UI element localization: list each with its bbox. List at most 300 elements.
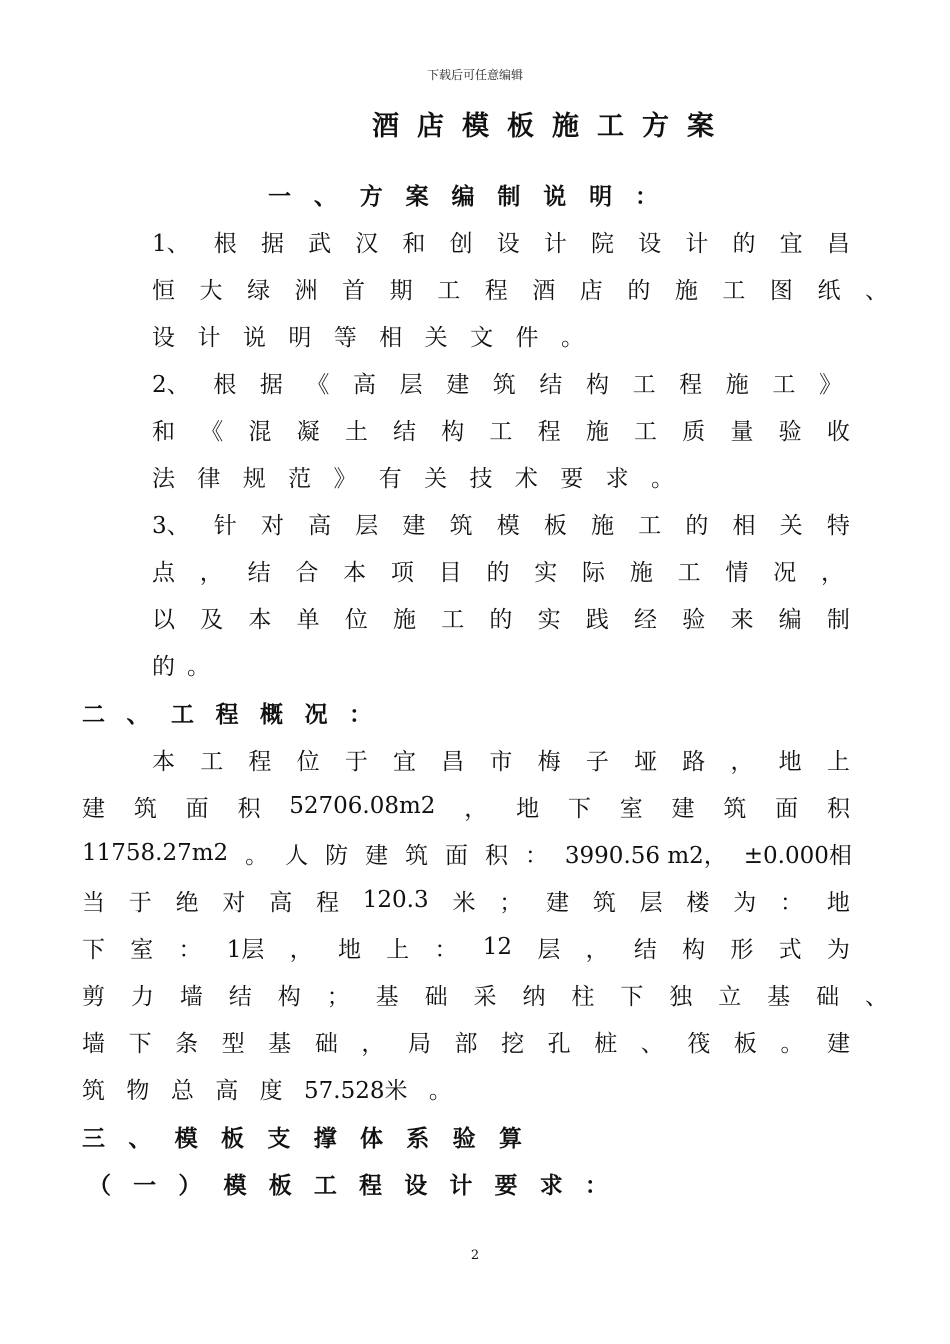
item-3-line-2: [152, 555, 844, 585]
text-token: 结: [539, 371, 563, 398]
text-token: 1层: [226, 936, 265, 963]
text-token: 积: [484, 842, 508, 869]
text-token: 楼: [686, 889, 710, 916]
text-token: 地: [516, 795, 540, 822]
text-token: 根: [213, 371, 237, 398]
text-token: 地: [778, 748, 802, 775]
text-token: 、: [126, 700, 150, 728]
text-token: 市: [489, 748, 513, 775]
text-token: 收: [826, 418, 850, 445]
text-token: 设: [496, 230, 520, 257]
text-token: 纳: [522, 983, 546, 1010]
text-token: 的: [732, 230, 756, 257]
text-token: 质: [682, 418, 706, 445]
text-token: ，: [199, 559, 223, 586]
text-token: 期: [389, 277, 413, 304]
overview-line-7: [82, 1026, 850, 1056]
text-token: 本: [343, 559, 367, 586]
text-token: 工: [632, 371, 656, 398]
text-token: 计: [449, 1171, 473, 1199]
text-token: ：: [178, 936, 202, 963]
text-token: 结: [247, 559, 271, 586]
text-token: 点: [152, 559, 175, 586]
text-token: 高: [353, 371, 377, 398]
text-token: 纸: [817, 277, 841, 304]
text-token: ，: [820, 559, 844, 586]
text-token: 基: [767, 983, 791, 1010]
text-token: 和: [152, 418, 175, 445]
text-token: ：: [434, 936, 458, 963]
text-token: 计: [197, 324, 221, 351]
text-token: ±0.000相: [743, 842, 852, 869]
text-token: 工: [489, 418, 513, 445]
text-token: 结: [393, 418, 417, 445]
text-token: 高: [269, 889, 293, 916]
text-token: 下: [620, 983, 644, 1010]
text-token: 路: [682, 748, 706, 775]
text-token: 工: [437, 277, 461, 304]
text-token: 积: [237, 795, 261, 822]
text-token: 挖: [501, 1030, 525, 1057]
text-token: 筑: [492, 371, 516, 398]
text-token: 首: [342, 277, 366, 304]
text-token: 有: [378, 465, 402, 492]
text-token: 施: [629, 559, 653, 586]
text-token: 文: [470, 324, 494, 351]
text-token: 施: [725, 371, 749, 398]
text-token: 案: [405, 182, 429, 210]
text-token: 一: [133, 1171, 157, 1199]
text-token: 及: [200, 606, 224, 633]
text-token: 层: [355, 512, 379, 539]
text-token: 》: [818, 371, 842, 398]
text-token: 的: [152, 653, 175, 680]
text-token: 法: [152, 465, 175, 492]
text-token: 建: [446, 371, 470, 398]
text-token: 设: [404, 1171, 428, 1199]
text-token: 酒: [532, 277, 556, 304]
text-token: 墙: [179, 983, 203, 1010]
text-token: 模: [223, 1171, 247, 1199]
text-token: 《: [200, 418, 224, 445]
text-token: 础: [314, 1030, 338, 1057]
text-token: 剪: [82, 983, 105, 1010]
overview-line-3: [82, 838, 852, 868]
text-token: ：: [349, 700, 372, 728]
overview-line-6: [82, 979, 888, 1009]
text-token: 、: [128, 1124, 152, 1152]
text-token: 建: [82, 795, 105, 822]
text-token: 度: [259, 1077, 283, 1104]
text-token: 洲: [294, 277, 318, 304]
text-token: 关: [424, 324, 448, 351]
text-token: 院: [591, 230, 615, 257]
text-token: 。: [560, 324, 584, 351]
text-token: 汉: [355, 230, 379, 257]
text-token: 一: [268, 182, 291, 210]
text-token: 57.528米: [304, 1077, 408, 1104]
text-token: 当: [82, 889, 105, 916]
text-token: 工: [171, 700, 194, 728]
text-token: 、: [865, 983, 888, 1010]
text-token: 物: [126, 1077, 150, 1104]
text-token: 高: [215, 1077, 239, 1104]
text-token: 模: [496, 512, 520, 539]
text-token: 垭: [634, 748, 658, 775]
text-token: ，: [289, 936, 313, 963]
text-token: 际: [582, 559, 606, 586]
text-token: 土: [344, 418, 368, 445]
header-note: 下载后可任意编辑: [426, 68, 523, 82]
text-token: 创: [449, 230, 473, 257]
text-token: 计: [685, 230, 709, 257]
text-token: 《: [306, 371, 330, 398]
text-token: 量: [730, 418, 754, 445]
text-token: 3、: [152, 512, 190, 539]
section-2-heading: [82, 697, 372, 727]
text-token: 范: [288, 465, 312, 492]
text-token: 二: [82, 700, 105, 728]
item-3-line-3: [152, 602, 850, 632]
text-token: 等: [333, 324, 357, 351]
text-token: 板: [733, 1030, 757, 1057]
text-token: 昌: [441, 748, 465, 775]
text-token: 合: [295, 559, 319, 586]
text-token: 结: [228, 983, 252, 1010]
text-token: 的: [489, 606, 513, 633]
text-token: 验: [778, 418, 802, 445]
text-token: 11758.27m2: [82, 840, 229, 866]
text-token: 采: [473, 983, 497, 1010]
text-token: 程: [679, 371, 703, 398]
text-token: 来: [730, 606, 754, 633]
overview-line-5: [82, 932, 850, 962]
text-token: 筏: [687, 1030, 711, 1057]
text-token: ：: [780, 889, 804, 916]
text-token: 施: [585, 418, 609, 445]
text-token: 要: [560, 465, 584, 492]
text-token: 制: [826, 606, 850, 633]
text-token: 。: [428, 1077, 452, 1104]
text-token: 践: [585, 606, 609, 633]
text-token: 武: [308, 230, 332, 257]
text-token: 况: [304, 700, 328, 728]
text-token: 本: [152, 748, 175, 775]
text-token: 工: [634, 418, 658, 445]
text-token: 的: [685, 512, 709, 539]
text-token: 层: [399, 371, 423, 398]
text-token: 技: [469, 465, 493, 492]
text-token: 的: [627, 277, 651, 304]
text-token: 算: [498, 1124, 522, 1152]
text-token: 以: [152, 606, 175, 633]
item-2-line-3: [152, 461, 674, 491]
text-token: 编: [451, 182, 475, 210]
text-token: 3990.56 m2，: [564, 842, 727, 869]
text-token: 编: [778, 606, 802, 633]
text-token: 的: [486, 559, 510, 586]
text-token: 独: [669, 983, 693, 1010]
text-token: 工: [200, 748, 224, 775]
text-token: ，: [730, 748, 754, 775]
text-token: 根: [213, 230, 237, 257]
text-token: 上: [386, 936, 410, 963]
text-token: 宜: [779, 230, 803, 257]
text-token: 要: [494, 1171, 518, 1199]
text-token: 米: [452, 889, 476, 916]
text-token: 情: [725, 559, 749, 586]
text-token: 况: [773, 559, 797, 586]
text-token: 和: [402, 230, 426, 257]
text-token: 针: [213, 512, 237, 539]
text-token: 、: [313, 182, 337, 210]
text-token: 筑: [82, 1077, 105, 1104]
text-token: 宜: [393, 748, 417, 775]
text-token: 筑: [133, 795, 157, 822]
text-token: ：: [584, 1171, 608, 1199]
text-token: 上: [826, 748, 850, 775]
text-token: 面: [775, 795, 799, 822]
text-token: 室: [130, 936, 154, 963]
text-token: 面: [185, 795, 209, 822]
text-token: 计: [543, 230, 567, 257]
text-token: 构: [277, 983, 301, 1010]
text-token: 构: [682, 936, 706, 963]
text-token: 撑: [313, 1124, 337, 1152]
text-token: 概: [260, 700, 283, 728]
text-token: 验: [682, 606, 706, 633]
text-token: 建: [402, 512, 426, 539]
text-token: 板: [268, 1171, 292, 1199]
text-token: 》: [333, 465, 357, 492]
text-token: ：: [635, 182, 658, 210]
text-token: 下: [567, 795, 591, 822]
text-token: 系: [406, 1124, 430, 1152]
item-3-line-1: [152, 508, 850, 538]
text-token: 地: [826, 889, 850, 916]
item-1-line-1: [152, 226, 850, 256]
overview-line-2: [82, 791, 850, 821]
text-token: 据: [259, 371, 283, 398]
text-token: 总: [170, 1077, 194, 1104]
text-token: （: [88, 1171, 111, 1199]
text-token: 。: [650, 465, 674, 492]
text-token: 。: [245, 842, 269, 869]
text-token: 12: [482, 934, 513, 960]
text-token: 相: [732, 512, 756, 539]
text-token: 52706.08m2: [289, 793, 436, 819]
text-token: 体: [359, 1124, 383, 1152]
text-token: 关: [424, 465, 448, 492]
text-token: 单: [296, 606, 320, 633]
text-token: 筑: [449, 512, 473, 539]
text-token: 板: [220, 1124, 244, 1152]
text-token: 求: [605, 465, 629, 492]
item-2-line-2: [152, 414, 850, 444]
text-token: 方: [359, 182, 383, 210]
text-token: 防: [325, 842, 349, 869]
text-token: 础: [424, 983, 448, 1010]
text-token: 本: [248, 606, 272, 633]
text-token: 项: [390, 559, 414, 586]
text-token: 术: [514, 465, 538, 492]
text-token: 室: [619, 795, 643, 822]
text-token: 桩: [594, 1030, 618, 1057]
item-1-line-2: [152, 273, 888, 303]
overview-line-8: [82, 1073, 452, 1103]
text-token: 件: [515, 324, 539, 351]
text-token: 板: [543, 512, 567, 539]
text-token: 积: [826, 795, 850, 822]
text-token: 制: [497, 182, 521, 210]
text-token: 条: [175, 1030, 199, 1057]
section-1-heading: [268, 179, 658, 209]
item-3-line-4: [152, 649, 210, 679]
text-token: 工: [638, 512, 662, 539]
item-1-line-3: [152, 320, 584, 350]
text-token: 下: [82, 936, 105, 963]
text-token: 位: [296, 748, 320, 775]
section-3-heading: [82, 1121, 522, 1151]
text-token: 子: [585, 748, 609, 775]
text-token: 昌: [826, 230, 850, 257]
text-token: 、: [640, 1030, 664, 1057]
text-token: 施: [591, 512, 615, 539]
text-token: 施: [674, 277, 698, 304]
text-token: 筑: [723, 795, 747, 822]
text-token: 说: [242, 324, 266, 351]
text-token: 实: [537, 606, 561, 633]
text-token: 大: [199, 277, 223, 304]
text-token: 程: [315, 889, 339, 916]
text-token: 工: [677, 559, 701, 586]
text-token: 下: [128, 1030, 152, 1057]
text-token: 明: [589, 182, 613, 210]
text-token: 施: [393, 606, 417, 633]
text-token: 程: [215, 700, 239, 728]
text-token: 120.3: [362, 887, 429, 913]
text-token: 型: [221, 1030, 245, 1057]
text-token: 关: [779, 512, 803, 539]
text-token: 凝: [296, 418, 320, 445]
text-token: ，: [361, 1030, 385, 1057]
text-token: 础: [816, 983, 840, 1010]
text-token: 说: [543, 182, 567, 210]
text-token: 1、: [152, 230, 190, 257]
text-token: 律: [197, 465, 221, 492]
text-token: 孔: [547, 1030, 571, 1057]
text-token: 实: [534, 559, 558, 586]
text-token: 验: [452, 1124, 476, 1152]
text-token: 墙: [82, 1030, 105, 1057]
text-token: 结: [633, 936, 657, 963]
text-token: 基: [375, 983, 399, 1010]
text-token: 明: [288, 324, 312, 351]
text-token: 地: [337, 936, 361, 963]
text-token: 位: [344, 606, 368, 633]
text-token: 图: [769, 277, 793, 304]
text-token: 绝: [175, 889, 199, 916]
text-token: 程: [484, 277, 508, 304]
text-token: 店: [579, 277, 603, 304]
text-token: 支: [267, 1124, 291, 1152]
text-token: ：: [524, 842, 548, 869]
text-token: 工: [313, 1171, 337, 1199]
text-token: 、: [864, 277, 888, 304]
text-token: ，: [464, 795, 488, 822]
text-token: 部: [454, 1030, 478, 1057]
text-token: 构: [585, 371, 609, 398]
document-title: 酒店模板施工方案: [372, 111, 732, 142]
text-token: 工: [772, 371, 796, 398]
text-token: 梅: [537, 748, 561, 775]
text-token: 恒: [152, 277, 175, 304]
text-token: 构: [441, 418, 465, 445]
text-token: 程: [359, 1171, 383, 1199]
item-2-line-1: [152, 367, 842, 397]
text-token: 形: [730, 936, 754, 963]
text-token: 建: [671, 795, 695, 822]
text-token: 三: [82, 1124, 105, 1152]
text-token: 建: [827, 1030, 850, 1057]
text-token: 特: [826, 512, 850, 539]
text-token: 层: [639, 889, 663, 916]
page-number: 2: [470, 1248, 480, 1263]
text-token: 为: [826, 936, 850, 963]
text-token: 。: [187, 653, 210, 680]
text-token: ；: [326, 983, 350, 1010]
text-token: 式: [778, 936, 802, 963]
text-token: ，: [585, 936, 609, 963]
text-token: 柱: [571, 983, 595, 1010]
text-token: 模: [174, 1124, 198, 1152]
text-token: 求: [539, 1171, 563, 1199]
text-token: 工: [441, 606, 465, 633]
text-token: 规: [242, 465, 266, 492]
text-token: 对: [260, 512, 284, 539]
text-token: 局: [407, 1030, 431, 1057]
text-token: 力: [130, 983, 154, 1010]
text-token: 为: [733, 889, 757, 916]
text-token: ；: [499, 889, 523, 916]
text-token: 于: [344, 748, 368, 775]
text-token: 程: [248, 748, 272, 775]
text-token: 工: [722, 277, 746, 304]
text-token: 设: [152, 324, 175, 351]
text-token: 绿: [247, 277, 271, 304]
text-token: 高: [308, 512, 332, 539]
text-token: 据: [260, 230, 284, 257]
text-token: 程: [537, 418, 561, 445]
text-token: 立: [718, 983, 742, 1010]
text-token: 相: [379, 324, 403, 351]
text-token: 2、: [152, 371, 190, 398]
text-token: 对: [222, 889, 246, 916]
text-token: 筑: [405, 842, 429, 869]
text-token: 目: [438, 559, 462, 586]
section-3-subheading: [88, 1168, 608, 1198]
text-token: 筑: [592, 889, 616, 916]
text-token: 面: [445, 842, 468, 869]
text-token: 经: [634, 606, 658, 633]
overview-line-1: [152, 744, 850, 774]
text-token: 建: [546, 889, 570, 916]
text-token: 层: [537, 936, 561, 963]
text-token: 于: [128, 889, 152, 916]
text-token: 。: [780, 1030, 804, 1057]
text-token: ）: [178, 1171, 202, 1199]
text-token: 人: [285, 842, 309, 869]
